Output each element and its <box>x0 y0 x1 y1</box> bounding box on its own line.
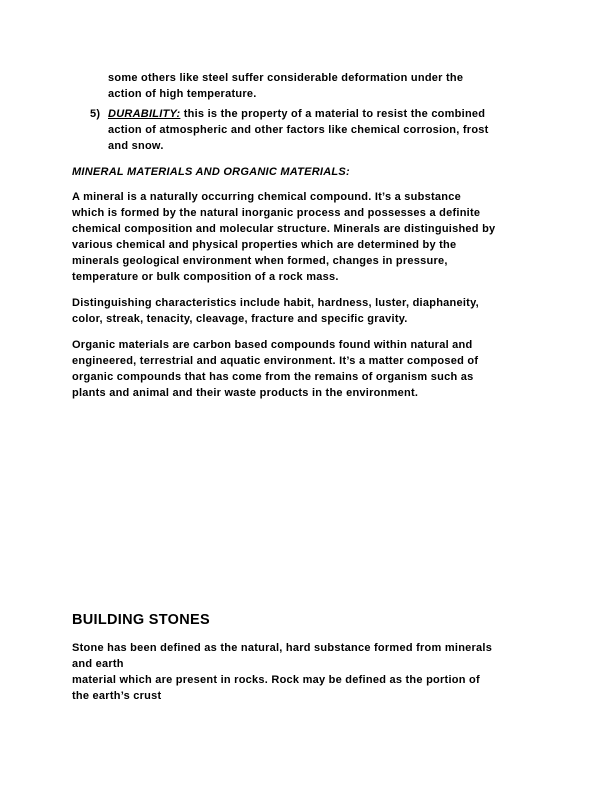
text-line: various chemical and physical properties which are determined by the <box>72 239 457 251</box>
text-line <box>108 106 489 122</box>
text-line: Organic materials are carbon based compounds found within natural and <box>72 339 473 351</box>
text-line: some others like steel suffer considerable deformation under the <box>108 72 464 84</box>
text-line: A mineral is a naturally occurring chemical compound. It’s a substance <box>72 191 461 203</box>
text-line: material which are present in rocks. Rock may be defined as the portion of <box>72 674 480 686</box>
text-line: minerals geological environment when formed, changes in pressure, <box>72 255 448 267</box>
text-line: color, streak, tenacity, cleavage, fracture and specific gravity. <box>72 313 408 325</box>
text-line: plants and animal and their waste products in the environment. <box>72 387 419 399</box>
text-line: organic compounds that has come from the remains of organism such as <box>72 371 474 383</box>
text-line: Distinguishing characteristics include habit, hardness, luster, diaphaneity, <box>72 297 479 309</box>
building-stones-heading: BUILDING STONES <box>72 612 210 628</box>
text-line: engineered, terrestrial and aquatic environment. It’s a matter composed of <box>72 355 479 367</box>
text-line: which is formed by the natural inorganic process and possesses a definite <box>72 207 481 219</box>
text-line: action of atmospheric and other factors like chemical corrosion, frost <box>108 124 489 136</box>
section-heading: MINERAL MATERIALS AND ORGANIC MATERIALS: <box>72 166 350 178</box>
text-line: and earth <box>72 658 124 670</box>
list-continuation <box>108 70 463 102</box>
term-durability: DURABILITY: <box>108 108 181 120</box>
text-line: temperature or bulk composition of a rock mass. <box>72 271 339 283</box>
text-line: action of high temperature. <box>108 88 257 100</box>
paragraph-mineral <box>72 189 495 285</box>
text-line: chemical composition and molecular structure. Minerals are distinguished by <box>72 223 496 235</box>
text-line: and snow. <box>108 140 164 152</box>
paragraph-organic <box>72 337 478 401</box>
list-item-number: 5) <box>90 108 101 120</box>
paragraph-building-stones <box>72 640 492 704</box>
text-line: Stone has been defined as the natural, hard substance formed from minerals <box>72 642 493 654</box>
definition-text: this is the property of a material to resist the combined <box>180 108 486 120</box>
list-item-durability <box>108 106 489 154</box>
text-line: the earth’s crust <box>72 690 162 702</box>
paragraph-characteristics <box>72 295 479 327</box>
